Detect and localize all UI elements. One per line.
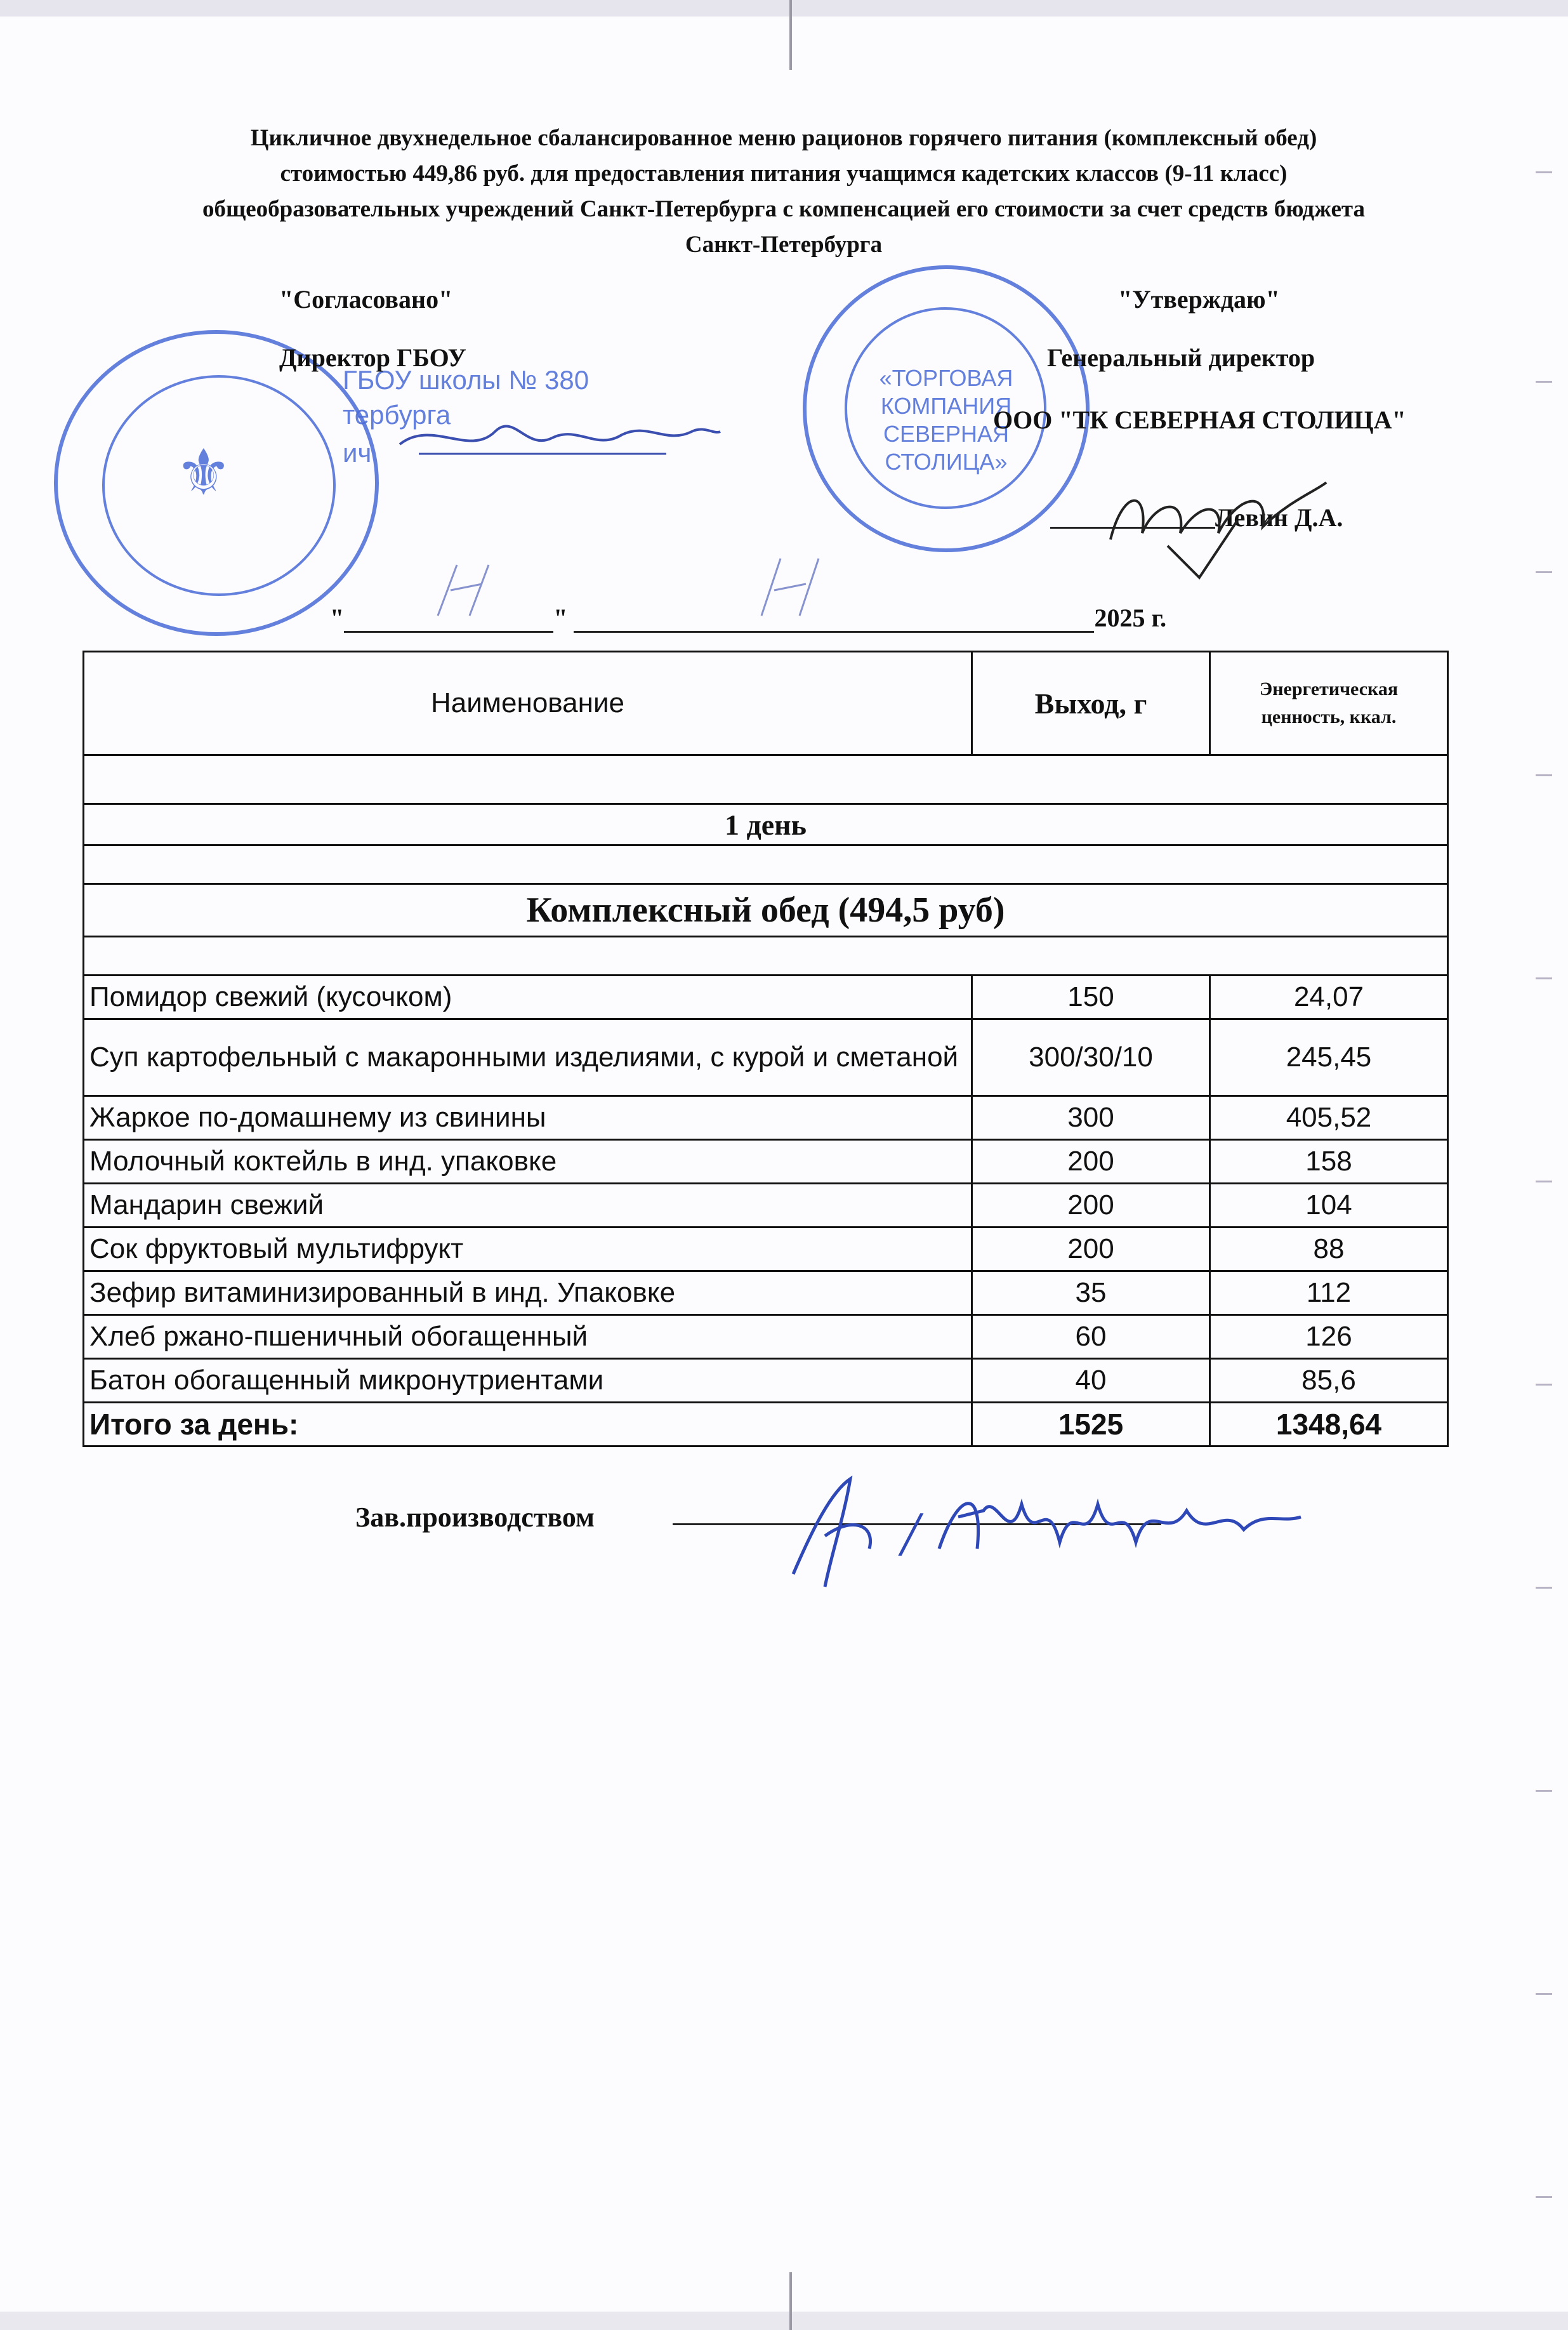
stamp-text-line: «ТОРГОВАЯ: [879, 365, 1013, 391]
dish-output: 200: [972, 1228, 1210, 1271]
table-row: [84, 1271, 1448, 1315]
dish-output: 40: [972, 1359, 1210, 1403]
table-row: [84, 1019, 1448, 1096]
stamp-text-line: СТОЛИЦА»: [885, 449, 1008, 475]
general-director-label: Генеральный директор: [1047, 343, 1315, 372]
date-quote-close: ": [553, 604, 568, 632]
margin-tick: [1536, 2196, 1552, 2198]
stamp-overlay-text: ГБОУ школы № 380: [343, 365, 590, 395]
dish-kcal: 112: [1210, 1271, 1448, 1315]
header-output: Выход, г: [972, 652, 1210, 755]
margin-tick: [1536, 171, 1552, 173]
production-manager-label: Зав.производством: [355, 1502, 595, 1533]
table-row: [84, 1228, 1448, 1271]
dish-name: Суп картофельный с макаронными изделиями, с курой и сметаной: [84, 1019, 972, 1096]
scan-edge-top: [0, 0, 1568, 17]
stamp-text-line: СЕВЕРНАЯ: [883, 421, 1010, 447]
margin-tick: [1536, 1181, 1552, 1182]
stamp-text-line: КОМПАНИЯ: [880, 393, 1012, 419]
spacer-row: [84, 845, 1448, 884]
dish-name: Зефир витаминизированный в инд. Упаковке: [84, 1271, 972, 1315]
company-name: ООО "ТК СЕВЕРНАЯ СТОЛИЦА": [993, 406, 1406, 434]
dish-kcal: 158: [1210, 1140, 1448, 1184]
date-quote-open: ": [330, 604, 345, 632]
day-label: 1 день: [84, 804, 1448, 845]
header-name: Наименование: [84, 652, 972, 755]
school-stamp: [54, 330, 379, 636]
coat-of-arms-icon: ⚜: [175, 438, 232, 508]
dish-output: 200: [972, 1184, 1210, 1228]
manager-signature: [755, 1453, 1314, 1606]
fold-mark-bottom: [789, 2272, 792, 2330]
dish-kcal: 88: [1210, 1228, 1448, 1271]
spacer-row: [84, 755, 1448, 804]
scan-edge-bottom: [0, 2312, 1568, 2330]
meal-label: Комплексный обед (494,5 руб): [84, 884, 1448, 937]
title-line: Санкт-Петербурга: [685, 232, 883, 258]
director-label: Директор ГБОУ: [279, 343, 466, 372]
dish-kcal: 405,52: [1210, 1096, 1448, 1140]
stamp-overlay-text: ич: [343, 438, 372, 468]
approve-label: "Утверждаю": [1118, 285, 1280, 314]
agreed-label: "Согласовано": [279, 285, 453, 314]
table-header-row: [84, 652, 1448, 755]
dish-output: 300: [972, 1096, 1210, 1140]
dish-name: Батон обогащенный микронутриентами: [84, 1359, 972, 1403]
general-director-signature: [1098, 463, 1339, 584]
table-row: [84, 1096, 1448, 1140]
total-row: [84, 1403, 1448, 1446]
dish-name: Мандарин свежий: [84, 1184, 972, 1228]
title-line: стоимостью 449,86 руб. для предоставления питания учащимся кадетских классов (9-11 класс): [280, 161, 1288, 187]
date-handwriting: [419, 546, 863, 628]
title-line: Цикличное двухнедельное сбалансированное меню рационов горячего питания (комплексный обед): [250, 125, 1317, 151]
margin-tick: [1536, 977, 1552, 979]
dish-output: 60: [972, 1315, 1210, 1359]
dish-kcal: 85,6: [1210, 1359, 1448, 1403]
dish-kcal: 104: [1210, 1184, 1448, 1228]
day-row: [84, 804, 1448, 845]
total-label: Итого за день:: [84, 1403, 972, 1446]
fold-mark-top: [789, 0, 792, 70]
table-row: [84, 1315, 1448, 1359]
dish-kcal: 126: [1210, 1315, 1448, 1359]
margin-tick: [1536, 774, 1552, 776]
meal-row: [84, 884, 1448, 937]
total-kcal: 1348,64: [1210, 1403, 1448, 1446]
stamp-overlay-text: тербурга: [343, 400, 451, 430]
dish-output: 300/30/10: [972, 1019, 1210, 1096]
dish-name: Хлеб ржано-пшеничный обогащенный: [84, 1315, 972, 1359]
signer-name: Левин Д.А.: [1215, 503, 1343, 532]
header-energy-line: ценность, ккал.: [1261, 706, 1397, 727]
header-energy-line: Энергетическая: [1259, 678, 1399, 699]
title-line: общеобразовательных учреждений Санкт-Петербурга с компенсацией его стоимости за счет средств бюджета: [202, 196, 1366, 222]
dish-name: Жаркое по-домашнему из свинины: [84, 1096, 972, 1140]
dish-output: 150: [972, 976, 1210, 1019]
dish-name: Помидор свежий (кусочком): [84, 976, 972, 1019]
dish-output: 200: [972, 1140, 1210, 1184]
date-year: 2025 г.: [1094, 604, 1167, 632]
table-row: [84, 1184, 1448, 1228]
margin-tick: [1536, 1384, 1552, 1386]
total-output: 1525: [972, 1403, 1210, 1446]
director-signature: [393, 406, 723, 470]
dish-name: Сок фруктовый мультифрукт: [84, 1228, 972, 1271]
spacer-row: [84, 937, 1448, 976]
margin-tick: [1536, 1993, 1552, 1995]
margin-tick: [1536, 1587, 1552, 1589]
margin-tick: [1536, 571, 1552, 573]
menu-table: [82, 651, 1449, 1447]
table-row: [84, 1359, 1448, 1403]
margin-tick: [1536, 381, 1552, 383]
document-title: [70, 121, 1498, 263]
margin-tick: [1536, 1790, 1552, 1792]
dish-name: Молочный коктейль в инд. упаковке: [84, 1140, 972, 1184]
dish-kcal: 245,45: [1210, 1019, 1448, 1096]
table-row: [84, 1140, 1448, 1184]
dish-output: 35: [972, 1271, 1210, 1315]
table-row: [84, 976, 1448, 1019]
dish-kcal: 24,07: [1210, 976, 1448, 1019]
header-energy: [1210, 652, 1448, 755]
footer-separator: /: [901, 1499, 919, 1569]
